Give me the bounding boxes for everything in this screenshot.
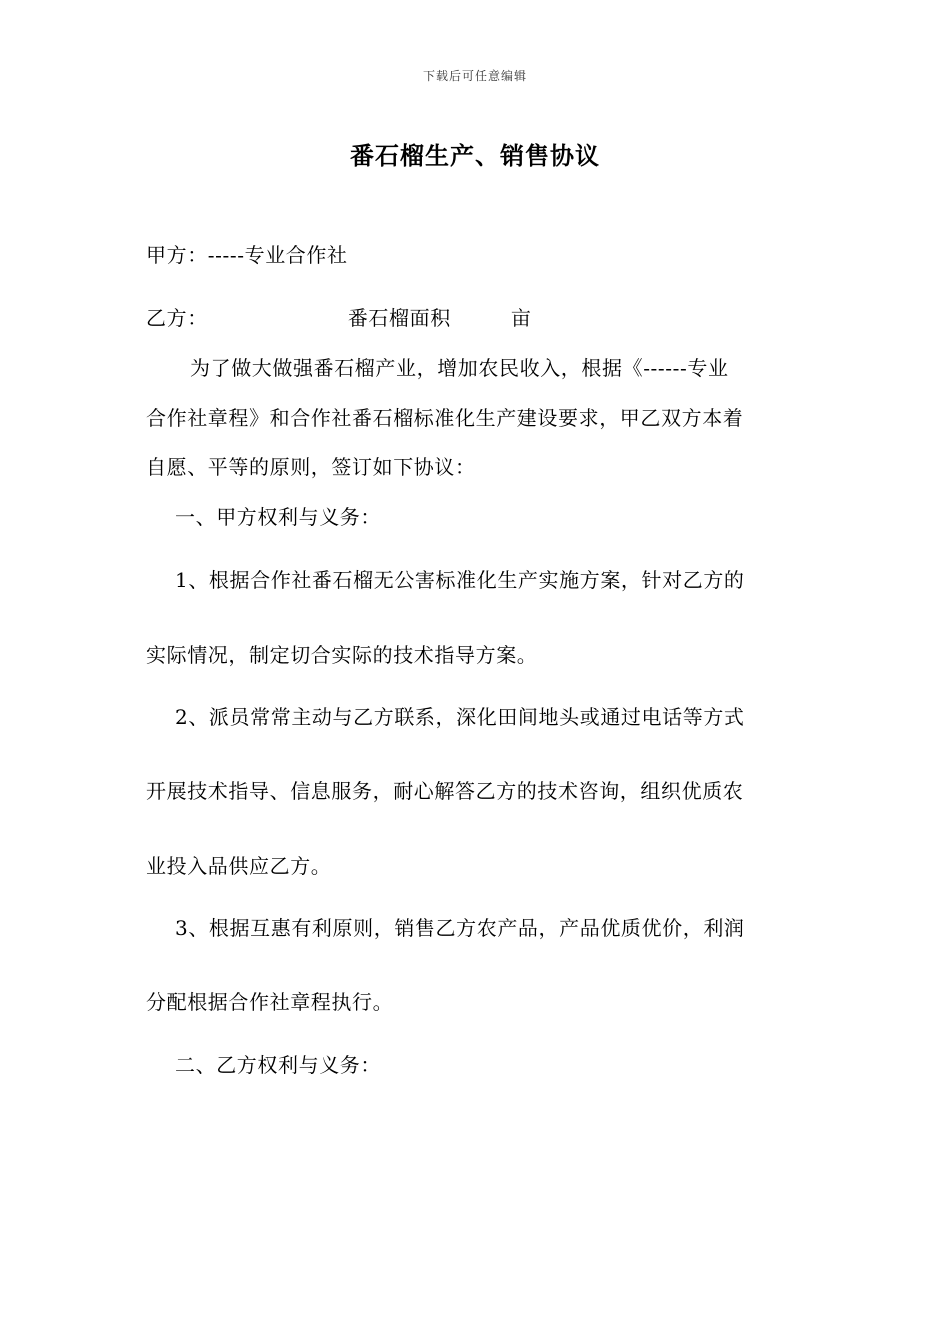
section-1-item-2-line-3: 业投入品供应乙方。 xyxy=(146,854,332,878)
intro-line-3: 自愿、平等的原则，签订如下协议： xyxy=(146,455,476,479)
section-1-item-3-line-1: 3、根据互惠有利原则，销售乙方农产品，产品优质优价，利润 xyxy=(175,916,745,940)
area-label: 番石榴面积 xyxy=(347,306,451,330)
intro-line-2: 合作社章程》和合作社番石榴标准化生产建设要求，甲乙双方本着 xyxy=(146,406,744,430)
party-a-line: 甲方：-----专业合作社 xyxy=(146,243,348,267)
section-1-item-1-line-1: 1、根据合作社番石榴无公害标准化生产实施方案，针对乙方的 xyxy=(175,568,745,592)
intro-line-1: 为了做大做强番石榴产业，增加农民收入，根据《------专业 xyxy=(190,356,729,380)
section-1-item-1-line-2: 实际情况，制定切合实际的技术指导方案。 xyxy=(146,643,538,667)
section-1-heading: 一、甲方权利与义务： xyxy=(175,505,381,529)
section-1-item-3-line-2: 分配根据合作社章程执行。 xyxy=(146,990,394,1014)
section-1-item-2-line-1: 2、派员常常主动与乙方联系，深化田间地头或通过电话等方式 xyxy=(175,705,745,729)
area-unit: 亩 xyxy=(510,306,532,330)
party-b-label: 乙方： xyxy=(146,306,208,330)
section-2-heading: 二、乙方权利与义务： xyxy=(175,1053,381,1077)
header-note: 下载后可任意编辑 xyxy=(422,69,527,83)
party-b-line xyxy=(146,304,531,332)
document-title: 番石榴生产、销售协议 xyxy=(350,141,600,170)
section-1-item-2-line-2: 开展技术指导、信息服务，耐心解答乙方的技术咨询，组织优质农 xyxy=(146,779,744,803)
